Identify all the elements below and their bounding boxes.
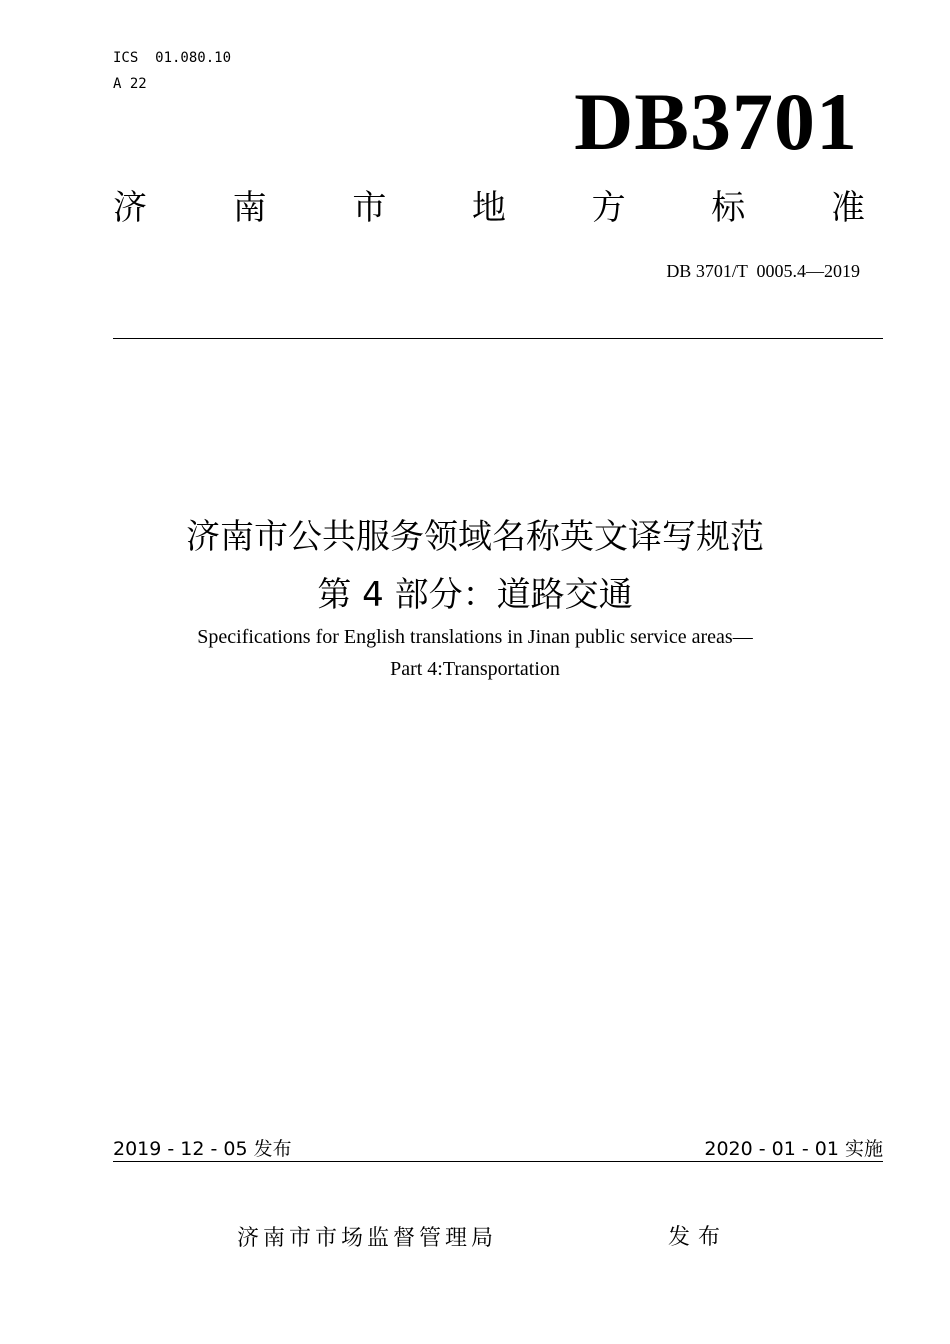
issuing-authority: 济南市市场监督管理局 [237, 1226, 498, 1251]
ics-code: ICS 01.080.10 [113, 50, 232, 66]
implementation-date: 2020 - 01 - 01 实施 [704, 1138, 883, 1160]
title-english-line-2: Part 4:Transportation [390, 658, 560, 680]
title-english-line-1: Specifications for English translations in Jinan public service areas— [197, 626, 753, 648]
standard-type-heading [113, 186, 865, 230]
title-chinese-line-2: 第 4 部分：道路交通 [317, 575, 633, 615]
standard-type-char: 南 [232, 188, 267, 228]
standard-type-char: 地 [471, 188, 506, 228]
standard-type-char: 市 [352, 188, 387, 228]
publish-label: 发布 [668, 1225, 729, 1250]
standard-code-logo: DB3701 [574, 76, 858, 167]
standard-number: DB 3701/T 0005.4—2019 [666, 261, 860, 281]
standard-type-char: 方 [591, 188, 626, 228]
issue-date: 2019 - 12 - 05 发布 [113, 1138, 292, 1160]
bottom-divider [113, 1161, 883, 1162]
title-chinese-line-1: 济南市公共服务领域名称英文译写规范 [186, 517, 764, 557]
ccs-code: A 22 [113, 76, 147, 92]
standard-type-char: 准 [830, 188, 865, 228]
top-divider [113, 338, 883, 339]
standard-type-char: 济 [113, 188, 147, 228]
standard-type-char: 标 [711, 188, 746, 228]
